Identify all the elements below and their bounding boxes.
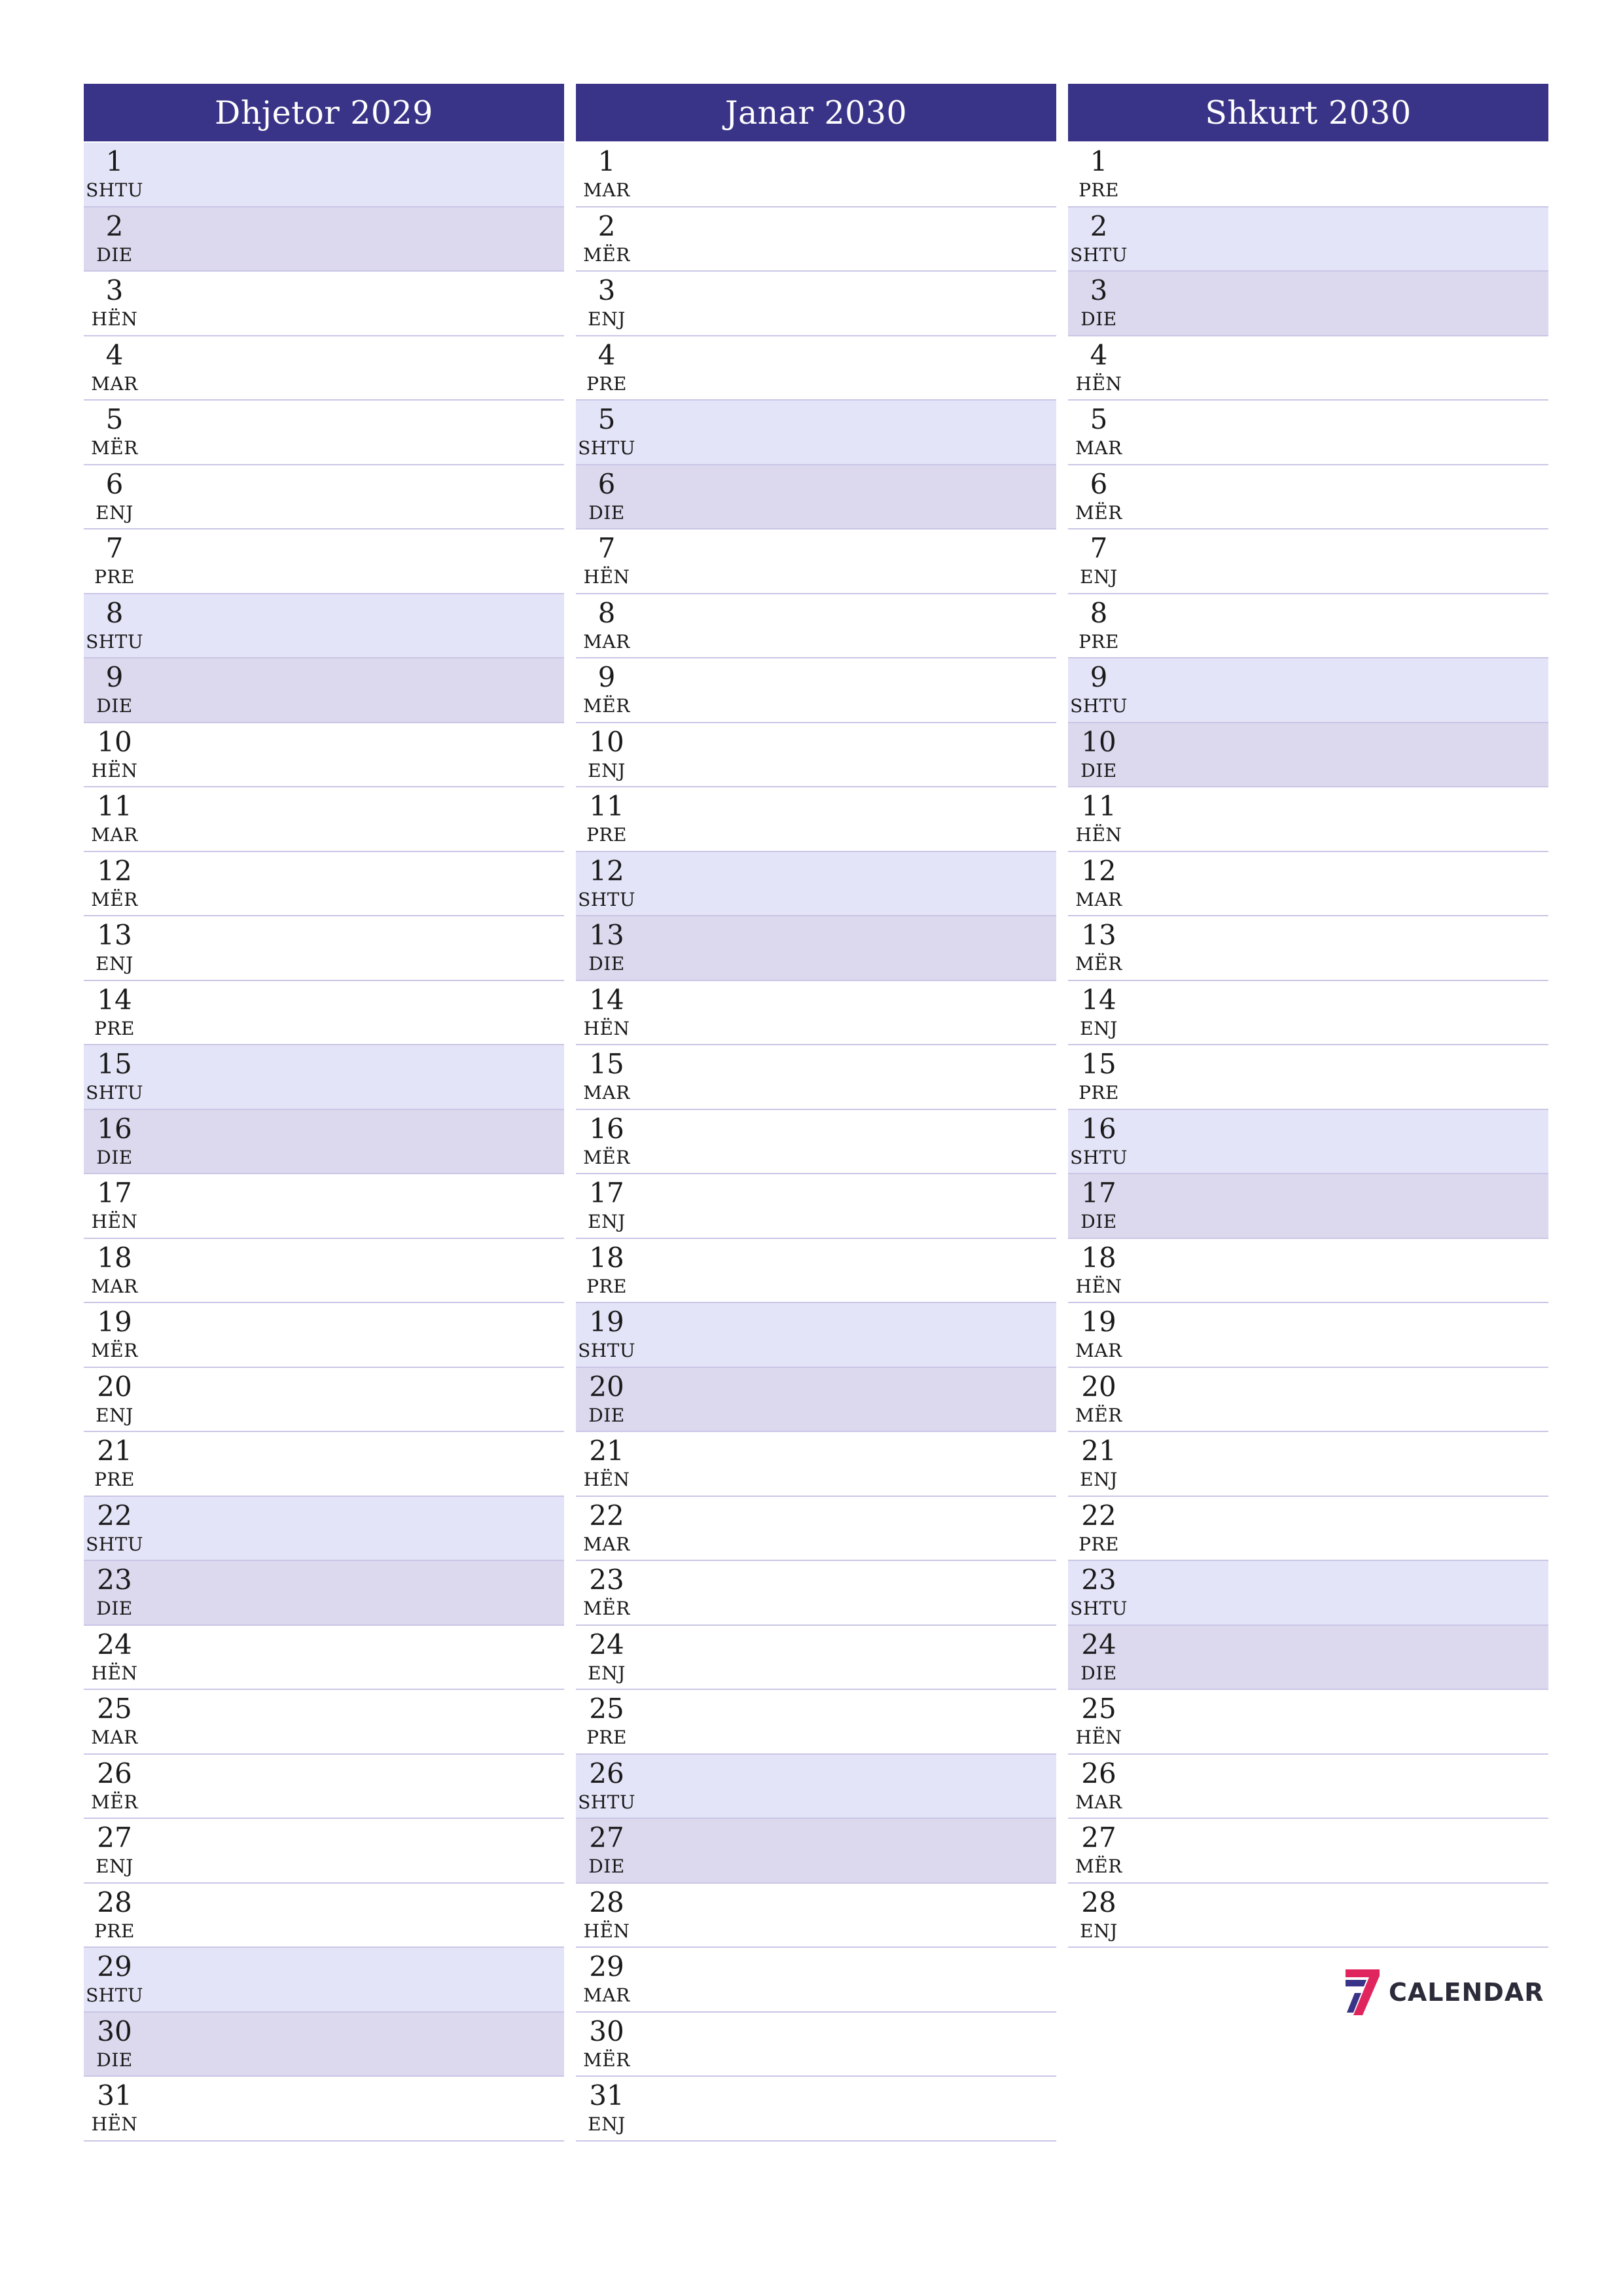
weekday-label: SHTU: [86, 179, 143, 201]
month-title: Shkurt 2030: [1068, 84, 1548, 141]
weekday-label: DIE: [96, 243, 133, 266]
weekday-label: MËR: [1075, 501, 1122, 524]
day-row: [1068, 336, 1548, 401]
month-title: Janar 2030: [576, 84, 1056, 141]
day-number: 16: [1081, 1112, 1116, 1145]
day-number: 11: [1081, 790, 1116, 822]
weekday-label: HËN: [1075, 824, 1122, 846]
day-row: [576, 723, 1056, 788]
weekday-label: MAR: [583, 1082, 630, 1103]
day-row: [1068, 1110, 1548, 1175]
day-number: 7: [105, 532, 124, 564]
day-row: [576, 1497, 1056, 1562]
day-number: 14: [97, 983, 132, 1016]
weekday-label: MËR: [583, 243, 630, 266]
weekday-label: MËR: [1075, 1404, 1122, 1426]
weekday-label: MËR: [583, 2049, 630, 2071]
weekday-label: DIE: [588, 1856, 625, 1877]
day-number: 10: [1081, 725, 1116, 758]
day-number: 6: [1090, 467, 1108, 500]
day-number: 13: [589, 919, 624, 951]
day-row: [84, 143, 564, 207]
day-number: 18: [97, 1241, 132, 1274]
day-row: [576, 1368, 1056, 1433]
day-list: [84, 143, 564, 2142]
day-row: [576, 594, 1056, 659]
day-number: 23: [1081, 1564, 1116, 1596]
day-row: [84, 2013, 564, 2077]
day-number: 21: [1081, 1435, 1116, 1467]
day-number: 3: [105, 274, 124, 306]
day-number: 10: [97, 725, 132, 758]
day-number: 19: [589, 1306, 624, 1338]
weekday-label: HËN: [583, 1017, 630, 1039]
day-row: [576, 465, 1056, 530]
day-number: 1: [597, 145, 616, 177]
weekday-label: ENJ: [588, 1662, 626, 1684]
day-row: [576, 916, 1056, 981]
weekday-label: ENJ: [588, 308, 626, 330]
day-number: 4: [1090, 338, 1108, 371]
day-number: 31: [589, 2079, 624, 2111]
day-row: [1068, 529, 1548, 594]
day-row: [576, 2077, 1056, 2142]
day-row: [576, 981, 1056, 1046]
day-number: 25: [97, 1693, 132, 1725]
day-number: 9: [105, 661, 124, 693]
day-row: [84, 1239, 564, 1304]
weekday-label: PRE: [94, 566, 135, 588]
weekday-label: DIE: [1080, 1211, 1117, 1232]
weekday-label: HËN: [1075, 1275, 1122, 1297]
weekday-label: PRE: [1079, 1082, 1119, 1103]
day-row: [84, 1948, 564, 2013]
month-title: Dhjetor 2029: [84, 84, 564, 141]
day-number: 10: [589, 725, 624, 758]
weekday-label: HËN: [91, 2113, 138, 2135]
day-number: 20: [97, 1370, 132, 1403]
day-number: 14: [589, 983, 624, 1016]
day-row: [576, 1884, 1056, 1948]
day-number: 15: [1081, 1048, 1116, 1080]
day-number: 21: [589, 1435, 624, 1467]
weekday-label: MËR: [583, 1598, 630, 1619]
day-row: [576, 787, 1056, 852]
day-row: [1068, 207, 1548, 272]
day-row: [84, 852, 564, 917]
weekday-label: MËR: [1075, 953, 1122, 975]
day-number: 12: [589, 854, 624, 887]
day-row: [576, 852, 1056, 917]
day-row: [84, 1819, 564, 1884]
day-number: 9: [597, 661, 616, 693]
day-number: 29: [589, 1950, 624, 1982]
weekday-label: PRE: [586, 1275, 627, 1297]
day-number: 1: [105, 145, 124, 177]
weekday-label: SHTU: [86, 1082, 143, 1103]
day-number: 27: [589, 1821, 624, 1854]
day-row: [1068, 1561, 1548, 1626]
weekday-label: MËR: [583, 1146, 630, 1168]
weekday-label: HËN: [91, 308, 138, 330]
weekday-label: HËN: [583, 566, 630, 588]
day-row: [84, 465, 564, 530]
day-row: [1068, 658, 1548, 723]
weekday-label: MËR: [1075, 1856, 1122, 1877]
day-row: [576, 1626, 1056, 1691]
day-row: [1068, 787, 1548, 852]
weekday-label: ENJ: [96, 953, 134, 975]
weekday-label: HËN: [91, 1662, 138, 1684]
day-row: [576, 1819, 1056, 1884]
day-number: 4: [105, 338, 124, 371]
day-number: 27: [97, 1821, 132, 1854]
day-row: [1068, 1626, 1548, 1691]
month-column: [84, 84, 564, 2142]
weekday-label: DIE: [588, 501, 625, 524]
weekday-label: MËR: [91, 1340, 138, 1361]
day-number: 26: [589, 1757, 624, 1789]
day-row: [84, 1561, 564, 1626]
day-number: 28: [589, 1886, 624, 1918]
day-number: 11: [589, 790, 624, 822]
weekday-label: SHTU: [86, 1533, 143, 1555]
day-row: [84, 1045, 564, 1110]
weekday-label: PRE: [94, 1469, 135, 1490]
weekday-label: ENJ: [588, 2113, 626, 2135]
day-row: [84, 1174, 564, 1239]
day-number: 11: [97, 790, 132, 822]
weekday-label: MËR: [91, 888, 138, 910]
day-row: [84, 336, 564, 401]
weekday-label: ENJ: [588, 759, 626, 781]
day-number: 23: [97, 1564, 132, 1596]
day-row: [84, 2077, 564, 2142]
day-number: 4: [597, 338, 616, 371]
day-row: [1068, 594, 1548, 659]
weekday-label: SHTU: [578, 437, 635, 459]
weekday-label: DIE: [96, 2049, 133, 2071]
day-row: [1068, 143, 1548, 207]
day-number: 16: [97, 1112, 132, 1145]
weekday-label: HËN: [1075, 372, 1122, 395]
weekday-label: HËN: [583, 1469, 630, 1490]
day-row: [576, 529, 1056, 594]
day-row: [1068, 1690, 1548, 1755]
day-list: [576, 143, 1056, 2142]
day-row: [1068, 1239, 1548, 1304]
day-row: [1068, 1497, 1548, 1562]
day-number: 14: [1081, 983, 1116, 1016]
day-number: 30: [589, 2015, 624, 2047]
day-number: 6: [105, 467, 124, 500]
day-number: 27: [1081, 1821, 1116, 1854]
day-row: [1068, 1303, 1548, 1368]
day-row: [1068, 401, 1548, 465]
day-row: [1068, 1432, 1548, 1497]
weekday-label: DIE: [1080, 759, 1117, 781]
weekday-label: MAR: [91, 824, 138, 846]
day-number: 13: [1081, 919, 1116, 951]
weekday-label: PRE: [586, 1727, 627, 1748]
weekday-label: MAR: [1075, 437, 1122, 459]
day-number: 21: [97, 1435, 132, 1467]
day-number: 19: [1081, 1306, 1116, 1338]
weekday-label: PRE: [94, 1920, 135, 1942]
day-number: 26: [1081, 1757, 1116, 1789]
day-number: 3: [597, 274, 616, 306]
weekday-label: PRE: [586, 372, 627, 395]
weekday-label: MAR: [583, 1533, 630, 1555]
day-number: 18: [1081, 1241, 1116, 1274]
weekday-label: DIE: [96, 1146, 133, 1168]
weekday-label: ENJ: [1080, 566, 1118, 588]
day-number: 24: [97, 1628, 132, 1660]
weekday-label: DIE: [96, 1598, 133, 1619]
day-number: 5: [597, 403, 616, 435]
weekday-label: ENJ: [1080, 1920, 1118, 1942]
weekday-label: MAR: [1075, 888, 1122, 910]
day-row: [1068, 1819, 1548, 1884]
day-list: [1068, 143, 1548, 1948]
weekday-label: HËN: [91, 1211, 138, 1232]
weekday-label: ENJ: [96, 1856, 134, 1877]
month-column: [1068, 84, 1548, 1948]
weekday-label: ENJ: [1080, 1017, 1118, 1039]
day-number: 5: [1090, 403, 1108, 435]
weekday-label: DIE: [588, 953, 625, 975]
day-number: 17: [97, 1177, 132, 1209]
day-row: [1068, 1174, 1548, 1239]
weekday-label: MAR: [91, 372, 138, 395]
weekday-label: MËR: [583, 695, 630, 717]
weekday-label: MAR: [583, 630, 630, 653]
day-number: 29: [97, 1950, 132, 1982]
weekday-label: MAR: [583, 179, 630, 201]
day-number: 6: [597, 467, 616, 500]
weekday-label: SHTU: [1070, 695, 1128, 717]
weekday-label: HËN: [583, 1920, 630, 1942]
weekday-label: PRE: [94, 1017, 135, 1039]
day-number: 18: [589, 1241, 624, 1274]
day-row: [84, 1497, 564, 1562]
day-row: [576, 1690, 1056, 1755]
day-number: 20: [1081, 1370, 1116, 1403]
weekday-label: DIE: [1080, 308, 1117, 330]
day-number: 2: [1090, 209, 1108, 242]
weekday-label: ENJ: [96, 501, 134, 524]
day-row: [84, 272, 564, 336]
day-number: 16: [589, 1112, 624, 1145]
day-number: 15: [97, 1048, 132, 1080]
day-row: [84, 594, 564, 659]
day-number: 12: [1081, 854, 1116, 887]
day-number: 28: [97, 1886, 132, 1918]
day-number: 28: [1081, 1886, 1116, 1918]
day-number: 8: [1090, 596, 1108, 629]
day-row: [84, 916, 564, 981]
day-row: [84, 658, 564, 723]
day-row: [1068, 1884, 1548, 1948]
day-row: [1068, 272, 1548, 336]
day-row: [84, 1432, 564, 1497]
day-row: [576, 336, 1056, 401]
day-number: 17: [1081, 1177, 1116, 1209]
weekday-label: MAR: [91, 1275, 138, 1297]
day-row: [576, 1948, 1056, 2013]
day-row: [84, 981, 564, 1046]
month-column: [576, 84, 1056, 2142]
day-row: [84, 401, 564, 465]
day-number: 17: [589, 1177, 624, 1209]
day-row: [576, 401, 1056, 465]
day-number: 23: [589, 1564, 624, 1596]
day-row: [84, 1110, 564, 1175]
day-number: 9: [1090, 661, 1108, 693]
weekday-label: MËR: [91, 437, 138, 459]
day-row: [84, 1690, 564, 1755]
weekday-label: SHTU: [578, 1340, 635, 1361]
day-number: 26: [97, 1757, 132, 1789]
weekday-label: PRE: [1079, 1533, 1119, 1555]
weekday-label: SHTU: [86, 1984, 143, 2006]
day-row: [1068, 723, 1548, 788]
day-number: 2: [105, 209, 124, 242]
day-row: [1068, 852, 1548, 917]
day-number: 31: [97, 2079, 132, 2111]
day-number: 5: [105, 403, 124, 435]
day-row: [1068, 1045, 1548, 1110]
weekday-label: ENJ: [1080, 1469, 1118, 1490]
weekday-label: DIE: [96, 695, 133, 717]
day-row: [84, 1884, 564, 1948]
day-row: [576, 1432, 1056, 1497]
day-row: [576, 1239, 1056, 1304]
weekday-label: SHTU: [1070, 1598, 1128, 1619]
weekday-label: SHTU: [1070, 1146, 1128, 1168]
day-number: 7: [597, 532, 616, 564]
day-row: [84, 1755, 564, 1820]
weekday-label: MAR: [1075, 1791, 1122, 1813]
day-row: [84, 787, 564, 852]
day-number: 22: [589, 1499, 624, 1532]
weekday-label: SHTU: [578, 1791, 635, 1813]
weekday-label: SHTU: [86, 630, 143, 653]
day-row: [576, 1174, 1056, 1239]
day-row: [84, 1303, 564, 1368]
weekday-label: HËN: [91, 759, 138, 781]
weekday-label: DIE: [588, 1404, 625, 1426]
day-number: 20: [589, 1370, 624, 1403]
day-row: [576, 1755, 1056, 1820]
day-row: [84, 1368, 564, 1433]
day-number: 22: [97, 1499, 132, 1532]
weekday-label: MAR: [91, 1727, 138, 1748]
day-number: 8: [105, 596, 124, 629]
day-number: 7: [1090, 532, 1108, 564]
day-number: 3: [1090, 274, 1108, 306]
day-number: 13: [97, 919, 132, 951]
day-row: [576, 272, 1056, 336]
day-row: [576, 1045, 1056, 1110]
day-number: 2: [597, 209, 616, 242]
day-row: [1068, 916, 1548, 981]
seven-logo-icon: [1343, 1967, 1382, 2018]
day-number: 24: [1081, 1628, 1116, 1660]
day-number: 30: [97, 2015, 132, 2047]
weekday-label: HËN: [1075, 1727, 1122, 1748]
day-number: 25: [1081, 1693, 1116, 1725]
day-row: [84, 529, 564, 594]
day-row: [1068, 1368, 1548, 1433]
weekday-label: MËR: [91, 1791, 138, 1813]
weekday-label: MAR: [583, 1984, 630, 2006]
day-row: [576, 2013, 1056, 2077]
day-row: [1068, 1755, 1548, 1820]
weekday-label: SHTU: [1070, 243, 1128, 266]
day-row: [576, 1110, 1056, 1175]
day-row: [576, 143, 1056, 207]
weekday-label: SHTU: [578, 888, 635, 910]
day-number: 8: [597, 596, 616, 629]
day-row: [1068, 981, 1548, 1046]
day-row: [84, 1626, 564, 1691]
weekday-label: MAR: [1075, 1340, 1122, 1361]
logo-text: CALENDAR: [1389, 1978, 1544, 2007]
day-row: [1068, 465, 1548, 530]
day-row: [576, 207, 1056, 272]
calendar-logo: [1343, 1966, 1544, 2018]
day-number: 19: [97, 1306, 132, 1338]
weekday-label: PRE: [1079, 179, 1119, 201]
day-number: 22: [1081, 1499, 1116, 1532]
day-row: [576, 1303, 1056, 1368]
weekday-label: ENJ: [588, 1211, 626, 1232]
day-row: [576, 658, 1056, 723]
day-row: [84, 723, 564, 788]
day-row: [576, 1561, 1056, 1626]
day-number: 15: [589, 1048, 624, 1080]
day-number: 1: [1090, 145, 1108, 177]
day-number: 25: [589, 1693, 624, 1725]
weekday-label: PRE: [1079, 630, 1119, 653]
day-row: [84, 207, 564, 272]
weekday-label: DIE: [1080, 1662, 1117, 1684]
weekday-label: ENJ: [96, 1404, 134, 1426]
day-number: 24: [589, 1628, 624, 1660]
weekday-label: PRE: [586, 824, 627, 846]
day-number: 12: [97, 854, 132, 887]
